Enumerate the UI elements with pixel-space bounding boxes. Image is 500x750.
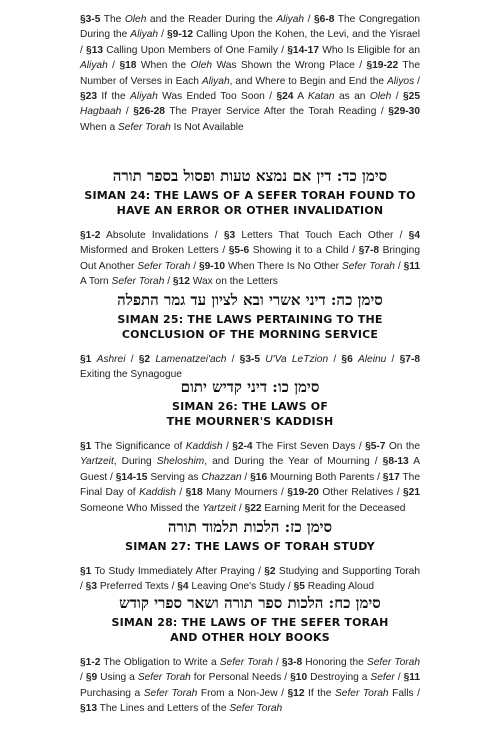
- italic-term: Yartzeit: [80, 456, 114, 468]
- text-run: /: [328, 354, 342, 365]
- section-number: §9-10: [198, 260, 226, 272]
- italic-term: Lamenatzei'ach: [155, 354, 227, 365]
- section-siman-28: [80, 593, 420, 717]
- section-number: §3: [85, 581, 98, 593]
- text-run: /: [121, 106, 134, 118]
- italic-term: Sefer Torah: [137, 260, 191, 272]
- italic-term: Ashrei: [96, 354, 126, 365]
- text-run: Is Not Available: [170, 121, 244, 133]
- text-run: /: [272, 657, 282, 668]
- text-run: When the: [136, 60, 191, 72]
- text-run: Absolute Invalidations /: [100, 230, 224, 241]
- section-number: §1: [80, 354, 92, 365]
- text-run: Falls /: [388, 687, 420, 699]
- text-run: The Final Day of: [80, 471, 420, 499]
- text-run: /: [304, 14, 314, 25]
- text-run: , During: [113, 456, 157, 468]
- section-number: §18: [185, 487, 203, 499]
- hebrew-heading: סימן כה: דיני אשרי ובא לציון עד גמר התפלה: [117, 291, 383, 309]
- section-siman-27: [80, 517, 420, 595]
- italic-term: Oleh: [190, 60, 213, 72]
- section-number: §14-17: [287, 44, 319, 56]
- section-siman-26: [80, 377, 420, 516]
- text-run: The Significance of: [91, 441, 186, 452]
- italic-term: Sefer Torah: [366, 657, 421, 668]
- italic-term: Chazzan: [201, 471, 242, 483]
- text-run: /: [190, 260, 199, 272]
- section-number: §21: [403, 487, 420, 499]
- text-run: If the: [97, 91, 131, 103]
- text-run: Was Shown the Wrong Place /: [212, 60, 367, 72]
- text-run: , and Where to Begin and End the: [229, 75, 387, 87]
- section-number: §3-8: [281, 657, 303, 668]
- text-run: Mourning Both Parents /: [267, 471, 383, 483]
- text-run: Honoring the: [302, 657, 367, 668]
- text-run: A Torn: [80, 276, 112, 288]
- section-number: §1: [80, 566, 92, 577]
- section-body: [80, 228, 420, 290]
- text-run: Preferred Texts /: [97, 581, 178, 593]
- italic-term: Aliyah: [130, 29, 159, 41]
- section-number: §13: [80, 703, 97, 715]
- text-run: The Number of Verses in Each: [80, 60, 420, 87]
- section-number: §2: [264, 566, 276, 577]
- italic-term: Aliyah: [276, 14, 305, 25]
- italic-term: Yartzeit: [202, 502, 237, 514]
- section-number: §6: [341, 354, 353, 365]
- text-run: /: [222, 441, 233, 452]
- text-run: Earning Merit for the Deceased: [261, 502, 406, 514]
- section-number: §5: [293, 581, 305, 593]
- text-run: When There Is No Other: [225, 260, 342, 272]
- section-body: [80, 564, 420, 595]
- italic-term: Aliyah: [80, 60, 108, 72]
- italic-term: Aliyos: [387, 75, 415, 87]
- italic-term: Aleinu: [358, 354, 387, 365]
- hebrew-heading: סימן כו: דיני קדיש יתום: [180, 378, 320, 396]
- section-number: §24: [276, 91, 294, 103]
- section-number: §5-7: [365, 441, 386, 452]
- italic-term: Sefer Torah: [137, 672, 191, 684]
- section-number: §9: [85, 672, 98, 684]
- text-run: The Lines and Letters of the: [97, 703, 230, 715]
- italic-term: Oleh: [124, 14, 147, 25]
- text-run: /: [414, 75, 420, 87]
- text-run: Exiting the Synagogue: [80, 369, 182, 381]
- text-run: as an: [334, 91, 370, 103]
- english-heading-line: AND OTHER HOLY BOOKS: [170, 631, 330, 644]
- text-run: Someone Who Missed the: [80, 502, 203, 514]
- italic-term: Sefer Torah: [143, 687, 198, 699]
- section-number: §23: [80, 91, 97, 103]
- english-heading-line: SIMAN 24: THE LAWS OF A SEFER TORAH FOUND TO: [84, 189, 416, 202]
- text-run: Letters That Touch Each Other /: [235, 230, 409, 241]
- text-run: When a: [80, 121, 118, 133]
- text-run: Showing it to a Child /: [249, 245, 359, 257]
- section-number: §1-2: [80, 230, 101, 241]
- text-run: Purchasing a: [80, 687, 144, 699]
- hebrew-heading: סימן כז: הלכות תלמוד תורה: [167, 518, 333, 536]
- english-heading-line: CONCLUSION OF THE MORNING SERVICE: [121, 328, 379, 341]
- text-run: The Obligation to Write a: [100, 657, 220, 668]
- text-run: /: [236, 502, 245, 514]
- italic-term: Sefer Torah: [341, 260, 395, 272]
- english-heading-line: SIMAN 26: THE LAWS OF: [171, 400, 329, 413]
- text-run: /: [80, 672, 86, 684]
- section-number: §7-8: [399, 354, 420, 365]
- section-siman-25: [80, 290, 420, 383]
- text-run: Reading Aloud: [304, 581, 375, 593]
- text-run: /: [226, 354, 240, 365]
- hebrew-heading: סימן כד: דין אם נמצא טעות ופסול בספר תורה: [112, 167, 388, 185]
- italic-term: Kaddish: [185, 441, 223, 452]
- section-number: §12: [287, 687, 305, 699]
- italic-term: Aliyah: [201, 75, 230, 87]
- text-run: To Study Immediately After Praying /: [91, 566, 265, 577]
- section-number: §5-6: [228, 245, 250, 257]
- section-body: [80, 439, 420, 516]
- english-heading-line: HAVE AN ERROR OR OTHER INVALIDATION: [116, 204, 384, 217]
- section-number: §7-8: [358, 245, 380, 257]
- text-run: The Prayer Service After the Torah Reading /: [164, 106, 389, 118]
- text-run: From a Non-Jew /: [197, 687, 288, 699]
- intro-paragraph: [80, 12, 420, 135]
- text-run: /: [158, 29, 167, 41]
- section-number: §16: [250, 471, 268, 483]
- text-run: Was Ended Too Soon /: [157, 91, 277, 103]
- section-number: §4: [177, 581, 189, 593]
- text-run: /: [107, 60, 120, 72]
- text-run: Calling Upon the Kohen, the Levi, and the Yisrael /: [80, 29, 420, 56]
- text-run: A: [293, 91, 308, 103]
- text-run: /: [394, 260, 404, 272]
- italic-term: U'Va LeTzion: [265, 354, 329, 365]
- section-number: §8-13: [382, 456, 409, 468]
- text-run: /: [391, 91, 403, 103]
- text-run: /: [164, 276, 173, 288]
- text-run: Destroying a: [307, 672, 371, 684]
- text-run: and the Reader During the: [146, 14, 277, 25]
- italic-term: Sefer Torah: [219, 657, 273, 668]
- section-number: §25: [402, 91, 420, 103]
- text-run: The: [100, 14, 125, 25]
- english-heading-line: SIMAN 28: THE LAWS OF THE SEFER TORAH: [111, 616, 389, 629]
- section-number: §12: [172, 276, 190, 288]
- section-number: §3: [223, 230, 236, 241]
- text-run: The First Seven Days /: [252, 441, 366, 452]
- text-run: Wax on the Letters: [189, 276, 278, 288]
- section-body: [80, 655, 420, 717]
- text-run: If the: [304, 687, 335, 699]
- italic-term: Sheloshim: [156, 456, 205, 468]
- text-run: Who Is Eligible for an: [319, 44, 420, 56]
- hebrew-heading: סימן כח: הלכות ספר תורה ושאר ספרי קודש: [119, 594, 381, 612]
- english-heading-line: SIMAN 25: THE LAWS PERTAINING TO THE: [117, 313, 383, 326]
- section-number: §3-5: [80, 14, 101, 25]
- italic-term: Sefer Torah: [334, 687, 389, 699]
- section-number: §11: [403, 260, 420, 272]
- text-run: , and During the Year of Mourning /: [204, 456, 383, 468]
- italic-term: Sefer Torah: [229, 703, 283, 715]
- english-heading-line: SIMAN 27: THE LAWS OF TORAH STUDY: [125, 540, 375, 553]
- text-run: Studying and Supporting Torah /: [80, 566, 420, 593]
- section-number: §4: [408, 230, 421, 241]
- text-run: Bringing Out Another: [80, 245, 420, 272]
- text-run: The Congregation During the: [80, 14, 421, 41]
- section-number: §13: [86, 44, 104, 56]
- italic-term: Kaddish: [139, 487, 176, 499]
- section-number: §2-4: [232, 441, 253, 452]
- text-run: Leaving One's Study /: [188, 581, 294, 593]
- english-heading-line: THE MOURNER'S KADDISH: [166, 415, 334, 428]
- section-number: §26-28: [133, 106, 165, 118]
- italic-term: Sefer Torah: [117, 121, 171, 133]
- text-run: /: [386, 354, 400, 365]
- text-run: A Guest /: [80, 456, 420, 483]
- section-number: §29-30: [388, 106, 420, 118]
- text-run: for Personal Needs /: [190, 672, 291, 684]
- section-number: §22: [244, 502, 262, 514]
- text-run: On the: [385, 441, 420, 452]
- section-number: §9-12: [167, 29, 194, 41]
- text-run: /: [125, 354, 139, 365]
- text-run: Calling Upon Members of One Family /: [103, 44, 288, 56]
- section-number: §18: [119, 60, 137, 72]
- italic-term: Katan: [307, 91, 335, 103]
- section-number: §1: [80, 441, 92, 452]
- italic-term: Oleh: [369, 91, 392, 103]
- section-number: §6-8: [314, 14, 335, 25]
- section-number: §19-22: [366, 60, 399, 72]
- italic-term: Sefer: [370, 672, 395, 684]
- italic-term: Aliyah: [130, 91, 158, 103]
- section-number: §11: [403, 672, 421, 684]
- section-number: §3-5: [239, 354, 261, 365]
- section-number: §19-20: [287, 487, 319, 499]
- text-run: Misformed and Broken Letters /: [80, 245, 229, 257]
- italic-term: Hagbaah: [80, 106, 122, 118]
- text-run: Using a: [97, 672, 138, 684]
- section-siman-24: [80, 166, 420, 290]
- section-number: §2: [138, 354, 151, 365]
- text-run: /: [394, 672, 404, 684]
- text-run: Other Relatives /: [318, 487, 403, 499]
- text-run: Many Mourners /: [202, 487, 288, 499]
- section-number: §14-15: [115, 471, 148, 483]
- section-number: §17: [382, 471, 400, 483]
- section-number: §1-2: [80, 657, 101, 668]
- section-number: §10: [290, 672, 308, 684]
- text-run: /: [175, 487, 186, 499]
- text-run: /: [241, 471, 251, 483]
- text-run: Serving as: [147, 471, 202, 483]
- italic-term: Sefer Torah: [111, 276, 165, 288]
